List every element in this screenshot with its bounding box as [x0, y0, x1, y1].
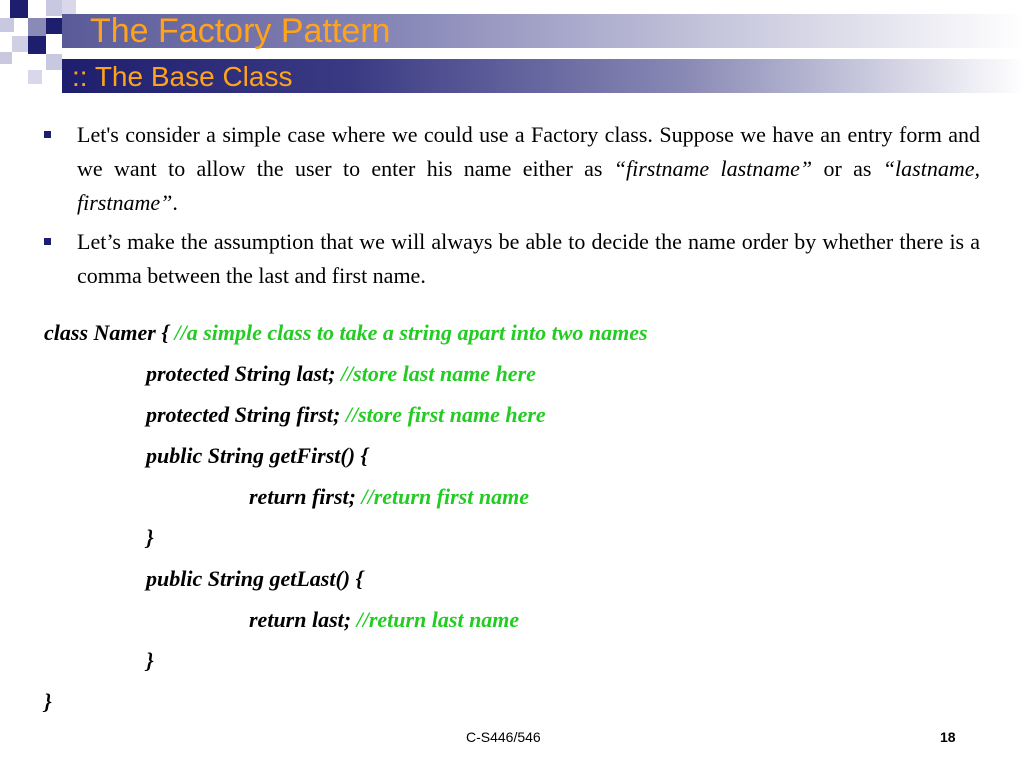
slide-subtitle: :: The Base Class	[72, 61, 293, 92]
bullet-italic-text: “lastname, firstname”	[77, 156, 980, 215]
code-text: protected String last;	[146, 361, 341, 386]
code-text: class Namer {	[44, 320, 175, 345]
square-bullet-icon	[44, 131, 51, 138]
logo-square	[28, 36, 46, 54]
bullet-text: Let’s make the assumption that we will always be able to decide the name order by whether there is a comma between the last and first name.	[77, 229, 980, 288]
code-text: protected String first;	[146, 402, 346, 427]
bullet-text: Let's consider a simple case where we could use a Factory class. Suppose we have an entry form and we want to allow the user to enter his name either as	[77, 122, 980, 181]
code-text: }	[146, 648, 154, 673]
code-line	[44, 312, 984, 353]
logo-square	[12, 36, 28, 52]
footer-page-number: 18	[940, 729, 956, 745]
code-comment: //return first name	[361, 484, 529, 509]
code-comment: //store last name here	[340, 361, 536, 386]
footer-course-code: C-S446/546	[466, 729, 541, 745]
logo-square	[28, 70, 42, 84]
code-line	[44, 558, 984, 599]
bullet-text: or as	[812, 156, 883, 181]
logo-square	[10, 0, 28, 18]
logo-square	[28, 18, 46, 36]
code-line	[44, 517, 984, 558]
bullet-item	[44, 225, 980, 293]
code-line	[44, 476, 984, 517]
square-bullet-icon	[44, 238, 51, 245]
code-text: }	[44, 689, 52, 714]
code-comment: //a simple class to take a string apart into two names	[174, 320, 648, 345]
bullet-text: .	[172, 190, 178, 215]
bullet-italic-text: “firstname lastname”	[613, 156, 813, 181]
code-block	[44, 312, 984, 722]
bullet-list	[44, 118, 980, 298]
logo-square	[62, 0, 76, 14]
slide-title: The Factory Pattern	[90, 12, 391, 50]
code-line	[44, 681, 984, 722]
code-line	[44, 353, 984, 394]
code-text: }	[146, 525, 154, 550]
code-comment: //store first name here	[345, 402, 546, 427]
logo-square	[46, 0, 62, 16]
code-line	[44, 640, 984, 681]
logo-square	[0, 18, 14, 32]
code-line	[44, 435, 984, 476]
code-text: public String getLast() {	[146, 566, 364, 591]
code-comment: //return last name	[356, 607, 520, 632]
code-text: return first;	[249, 484, 362, 509]
code-line	[44, 394, 984, 435]
logo-square	[0, 52, 12, 64]
code-text: return last;	[249, 607, 357, 632]
code-line	[44, 599, 984, 640]
code-text: public String getFirst() {	[146, 443, 369, 468]
logo-square	[46, 18, 62, 34]
bullet-item	[44, 118, 980, 220]
logo-square	[46, 54, 62, 70]
